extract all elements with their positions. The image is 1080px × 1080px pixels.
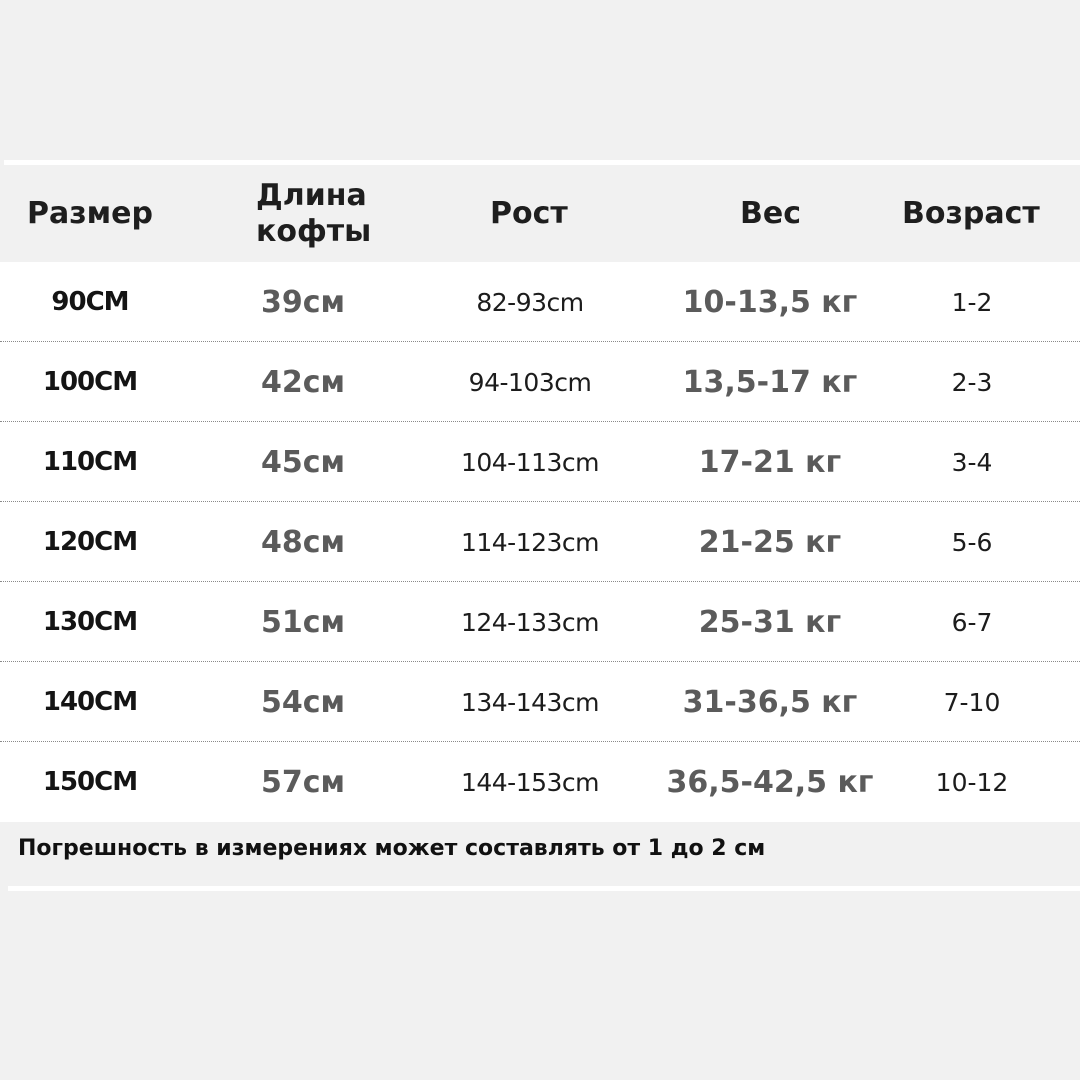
age-cell: 5-6 [951,527,993,557]
length-cell: 54см [260,684,346,720]
weight-cell: 25-31 кг [698,604,842,640]
length-cell: 48см [260,524,346,560]
weight-cell: 31-36,5 кг [682,684,858,720]
age-cell: 10-12 [935,767,1009,797]
weight-cell: 17-21 кг [698,444,842,480]
bottom-divider [8,886,1080,891]
size-cell: 100CM [42,367,138,397]
size-cell: 130CM [42,607,138,637]
header-length: Длина кофты [256,177,372,249]
length-cell: 57см [260,764,346,800]
size-cell: 110CM [42,447,138,477]
height-cell: 124-133cm [460,607,600,637]
size-table-header [0,165,1080,262]
header-age: Возраст [902,195,1040,231]
table-row [0,422,1080,502]
size-cell: 150CM [42,767,138,797]
weight-cell: 36,5-42,5 кг [666,764,874,800]
weight-cell: 21-25 кг [698,524,842,560]
weight-cell: 10-13,5 кг [682,284,858,320]
weight-cell: 13,5-17 кг [682,364,858,400]
table-row [0,342,1080,422]
table-row [0,502,1080,582]
length-cell: 42см [260,364,346,400]
age-cell: 1-2 [951,287,993,317]
height-cell: 114-123cm [460,527,600,557]
age-cell: 2-3 [951,367,993,397]
age-cell: 7-10 [943,687,1001,717]
size-cell: 90CM [51,287,129,317]
header-height: Рост [490,195,568,231]
height-cell: 134-143cm [460,687,600,717]
header-size: Размер [27,195,154,231]
length-cell: 45см [260,444,346,480]
table-row [0,582,1080,662]
measurement-note: Погрешность в измерениях может составлять от 1 до 2 см [18,836,766,861]
size-cell: 120CM [42,527,138,557]
table-row [0,742,1080,822]
height-cell: 104-113cm [460,447,600,477]
size-cell: 140CM [42,687,138,717]
height-cell: 82-93cm [476,287,584,317]
length-cell: 51см [260,604,346,640]
height-cell: 144-153cm [460,767,600,797]
table-row [0,262,1080,342]
header-weight: Вес [740,195,801,231]
size-table-body [0,262,1080,822]
table-row [0,662,1080,742]
age-cell: 6-7 [951,607,993,637]
age-cell: 3-4 [951,447,993,477]
height-cell: 94-103cm [468,367,592,397]
length-cell: 39см [260,284,346,320]
